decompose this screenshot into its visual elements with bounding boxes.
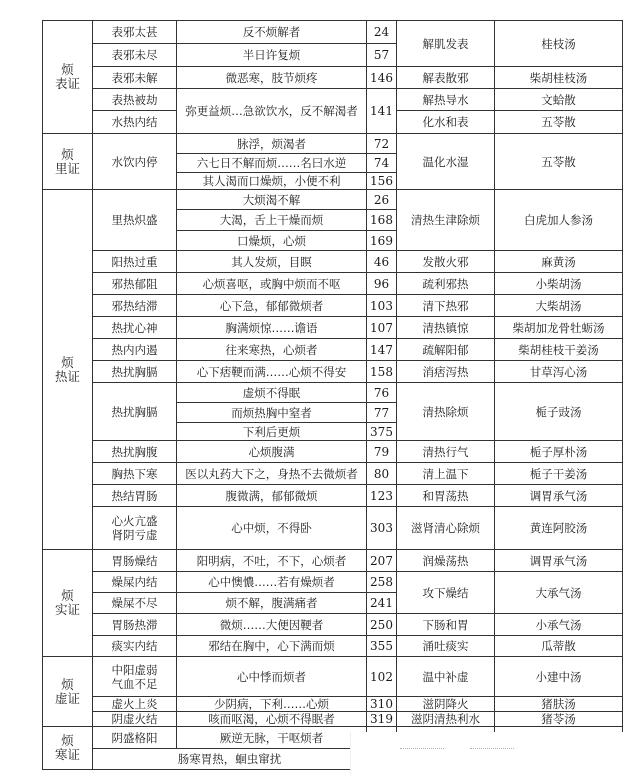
table-row <box>43 507 623 550</box>
clause-number: 123 <box>367 485 397 507</box>
syndrome-name: 表邪未尽 <box>93 44 177 67</box>
clause-number: 156 <box>367 173 397 190</box>
symptom-text: 心中懊憹……若有燥烦者 <box>177 572 367 593</box>
treatment-method: 消痞泻热 <box>397 361 495 383</box>
treatment-method: 攻下燥结 <box>397 572 495 614</box>
symptom-text: 而烦热胸中窒者 <box>177 403 367 423</box>
table-row <box>43 317 623 339</box>
clause-number: 77 <box>367 403 397 423</box>
vexation-syndrome-table <box>42 20 623 770</box>
treatment-method: 清热除烦 <box>397 383 495 441</box>
syndrome-name: 肠寒胃热，蛔虫窜扰 <box>93 749 367 770</box>
treatment-method: 清上温下 <box>397 463 495 485</box>
treatment-method: 滋阴清热利水 <box>397 712 495 727</box>
symptom-text: 大烦渴不解 <box>177 190 367 210</box>
clause-number: 258 <box>367 572 397 593</box>
treatment-method: 化水和表 <box>397 111 495 134</box>
treatment-method: 解肌发表 <box>397 21 495 67</box>
syndrome-category: 烦 热证 <box>43 190 93 550</box>
syndrome-name: 胃肠燥结 <box>93 550 177 572</box>
syndrome-category: 烦 虚证 <box>43 657 93 727</box>
treatment-method: 清热镇惊 <box>397 317 495 339</box>
table-row <box>43 295 623 317</box>
table-row <box>43 697 623 712</box>
treatment-method: 解热导水 <box>397 89 495 111</box>
clause-number: 158 <box>367 361 397 383</box>
syndrome-name: 表热被劫 <box>93 89 177 111</box>
syndrome-name: 邪热结滞 <box>93 295 177 317</box>
symptom-text: 微恶寒，肢节烦疼 <box>177 67 367 89</box>
symptom-text: 往来寒热，心烦者 <box>177 339 367 361</box>
clause-number: 26 <box>367 190 397 210</box>
formula-name: 文蛤散 <box>495 89 623 111</box>
syndrome-name: 热扰胸膈 <box>93 383 177 441</box>
table-row <box>43 339 623 361</box>
syndrome-name: 热扰胸膈 <box>93 361 177 383</box>
treatment-method: 涌吐痰实 <box>397 636 495 657</box>
table-row <box>43 383 623 403</box>
table-row <box>43 441 623 463</box>
formula-name: 柴胡桂枝汤 <box>495 67 623 89</box>
treatment-method: 清下热邪 <box>397 295 495 317</box>
syndrome-name: 邪热郁阻 <box>93 273 177 295</box>
clause-number: 207 <box>367 550 397 572</box>
table-row <box>43 134 623 154</box>
table-row <box>43 636 623 657</box>
formula-name: 大柴胡汤 <box>495 295 623 317</box>
symptom-text: 其人发烦，目瞑 <box>177 251 367 273</box>
clause-number: 168 <box>367 210 397 231</box>
syndrome-name: 胸热下寒 <box>93 463 177 485</box>
syndrome-name: 痰实内结 <box>93 636 177 657</box>
formula-name: 麻黄汤 <box>495 251 623 273</box>
clause-number: 96 <box>367 273 397 295</box>
clause-number: 103 <box>367 295 397 317</box>
clause-number: 303 <box>367 507 397 550</box>
clause-number: 80 <box>367 463 397 485</box>
symptom-table-document <box>42 20 622 770</box>
table-row <box>43 712 623 727</box>
treatment-method: 清热生津除烦 <box>397 190 495 251</box>
formula-name: 黄连阿胶汤 <box>495 507 623 550</box>
clause-number: 57 <box>367 44 397 67</box>
formula-name: 甘草泻心汤 <box>495 361 623 383</box>
symptom-text: 胸满烦惊……谵语 <box>177 317 367 339</box>
cropped-edge <box>350 732 640 774</box>
symptom-text: 腹微满，郁郁微烦 <box>177 485 367 507</box>
symptom-text: 医以丸药大下之，身热不去微烦者 <box>177 463 367 485</box>
syndrome-name: 胃肠热滞 <box>93 614 177 636</box>
symptom-text: 少阴病，下利……心烦 <box>177 697 367 712</box>
syndrome-name: 中阳虚弱 气血不足 <box>93 657 177 697</box>
formula-name: 调胃承气汤 <box>495 485 623 507</box>
clause-number: 46 <box>367 251 397 273</box>
syndrome-category: 烦 表证 <box>43 21 93 134</box>
table-row <box>43 572 623 593</box>
symptom-text: 大渴，舌上干燥而烦 <box>177 210 367 231</box>
treatment-method: 和胃荡热 <box>397 485 495 507</box>
symptom-text: 阳明病，不吐，不下，心烦者 <box>177 550 367 572</box>
formula-name: 小柴胡汤 <box>495 273 623 295</box>
formula-name: 小承气汤 <box>495 614 623 636</box>
syndrome-name: 阴虚火结 <box>93 712 177 727</box>
table-row <box>43 550 623 572</box>
symptom-text: 心中烦，不得卧 <box>177 507 367 550</box>
clause-number: 355 <box>367 636 397 657</box>
syndrome-name: 阴盛格阳 <box>93 727 177 749</box>
syndrome-name: 阳热过重 <box>93 251 177 273</box>
clause-number: 24 <box>367 21 397 44</box>
formula-name: 瓜蒂散 <box>495 636 623 657</box>
symptom-text: 心下痞鞕而满……心烦不得安 <box>177 361 367 383</box>
clause-number: 141 <box>367 89 397 134</box>
clause-number: 147 <box>367 339 397 361</box>
syndrome-name: 热结胃肠 <box>93 485 177 507</box>
symptom-text: 心中悸而烦者 <box>177 657 367 697</box>
clause-number: 74 <box>367 154 397 173</box>
symptom-text: 半日许复烦 <box>177 44 367 67</box>
formula-name: 栀子干姜汤 <box>495 463 623 485</box>
treatment-method: 温中补虚 <box>397 657 495 697</box>
formula-name: 调胃承气汤 <box>495 550 623 572</box>
formula-name: 五苓散 <box>495 134 623 190</box>
formula-name: 柴胡桂枝干姜汤 <box>495 339 623 361</box>
treatment-method: 下肠和胃 <box>397 614 495 636</box>
symptom-text: 弥更益烦…急欲饮水，反不解渴者 <box>177 89 367 134</box>
treatment-method: 清热行气 <box>397 441 495 463</box>
syndrome-name: 表邪太甚 <box>93 21 177 44</box>
clause-number: 102 <box>367 657 397 697</box>
symptom-text: 脉浮，烦渴者 <box>177 134 367 154</box>
table-row <box>43 190 623 210</box>
treatment-method: 滋阴降火 <box>397 697 495 712</box>
clause-number: 79 <box>367 441 397 463</box>
symptom-text: 心烦喜呕，或胸中烦而不呕 <box>177 273 367 295</box>
symptom-text: 烦不解，腹满痛者 <box>177 593 367 614</box>
formula-name: 大承气汤 <box>495 572 623 614</box>
treatment-method: 疏解阳郁 <box>397 339 495 361</box>
symptom-text: 微烦……大便因鞕者 <box>177 614 367 636</box>
table-row <box>43 21 623 44</box>
formula-name: 柴胡加龙骨牡蛎汤 <box>495 317 623 339</box>
symptom-text: 反不烦解者 <box>177 21 367 44</box>
symptom-text: 厥逆无脉，干呕烦者 <box>177 727 367 749</box>
syndrome-name: 热扰胸腹 <box>93 441 177 463</box>
table-row <box>43 251 623 273</box>
syndrome-category: 烦 里证 <box>43 134 93 190</box>
table-row <box>43 657 623 697</box>
syndrome-name: 水饮内停 <box>93 134 177 190</box>
syndrome-name: 热扰心神 <box>93 317 177 339</box>
clause-number: 310 <box>367 697 397 712</box>
clause-number: 76 <box>367 383 397 403</box>
formula-name: 栀子豉汤 <box>495 383 623 441</box>
table-row <box>43 361 623 383</box>
clause-number: 250 <box>367 614 397 636</box>
symptom-text: 口燥烦，心烦 <box>177 231 367 251</box>
treatment-method: 润燥荡热 <box>397 550 495 572</box>
symptom-text: 咳而呕渴，心烦不得眠者 <box>177 712 367 727</box>
dotted-mark <box>470 748 514 749</box>
symptom-text: 心下急，郁郁微烦者 <box>177 295 367 317</box>
syndrome-name: 热内内遏 <box>93 339 177 361</box>
table-row <box>43 89 623 111</box>
table-row <box>43 614 623 636</box>
treatment-method: 温化水湿 <box>397 134 495 190</box>
symptom-text: 心烦腹满 <box>177 441 367 463</box>
treatment-method: 发散火邪 <box>397 251 495 273</box>
clause-number: 319 <box>367 712 397 727</box>
symptom-text: 虚烦不得眠 <box>177 383 367 403</box>
syndrome-name: 心火亢盛 肾阴亏虚 <box>93 507 177 550</box>
treatment-method: 解表散邪 <box>397 67 495 89</box>
table-row <box>43 485 623 507</box>
syndrome-name: 水热内结 <box>93 111 177 134</box>
syndrome-name: 里热炽盛 <box>93 190 177 251</box>
dotted-mark <box>400 748 444 749</box>
clause-number: 146 <box>367 67 397 89</box>
treatment-method: 滋肾清心除烦 <box>397 507 495 550</box>
clause-number: 107 <box>367 317 397 339</box>
symptom-text: 六七日不解而烦……名曰水逆 <box>177 154 367 173</box>
syndrome-name: 燥屎不尽 <box>93 593 177 614</box>
formula-name: 桂枝汤 <box>495 21 623 67</box>
table-row <box>43 463 623 485</box>
formula-name: 五苓散 <box>495 111 623 134</box>
syndrome-name: 表邪未解 <box>93 67 177 89</box>
formula-name: 小建中汤 <box>495 657 623 697</box>
symptom-text: 其人渴而口燥烦，小便不利 <box>177 173 367 190</box>
clause-number: 72 <box>367 134 397 154</box>
treatment-method: 疏利邪热 <box>397 273 495 295</box>
syndrome-category: 烦 寒证 <box>43 727 93 770</box>
formula-name: 猪苓汤 <box>495 712 623 727</box>
formula-name: 猪肤汤 <box>495 697 623 712</box>
clause-number: 375 <box>367 423 397 441</box>
clause-number: 169 <box>367 231 397 251</box>
syndrome-name: 虚火上炎 <box>93 697 177 712</box>
syndrome-category: 烦 实证 <box>43 550 93 657</box>
table-body <box>43 21 623 770</box>
symptom-text: 下利后更烦 <box>177 423 367 441</box>
symptom-text: 邪结在胸中，心下满而烦 <box>177 636 367 657</box>
syndrome-name: 燥屎内结 <box>93 572 177 593</box>
table-row <box>43 273 623 295</box>
formula-name: 栀子厚朴汤 <box>495 441 623 463</box>
clause-number: 241 <box>367 593 397 614</box>
table-row <box>43 67 623 89</box>
formula-name: 白虎加人参汤 <box>495 190 623 251</box>
